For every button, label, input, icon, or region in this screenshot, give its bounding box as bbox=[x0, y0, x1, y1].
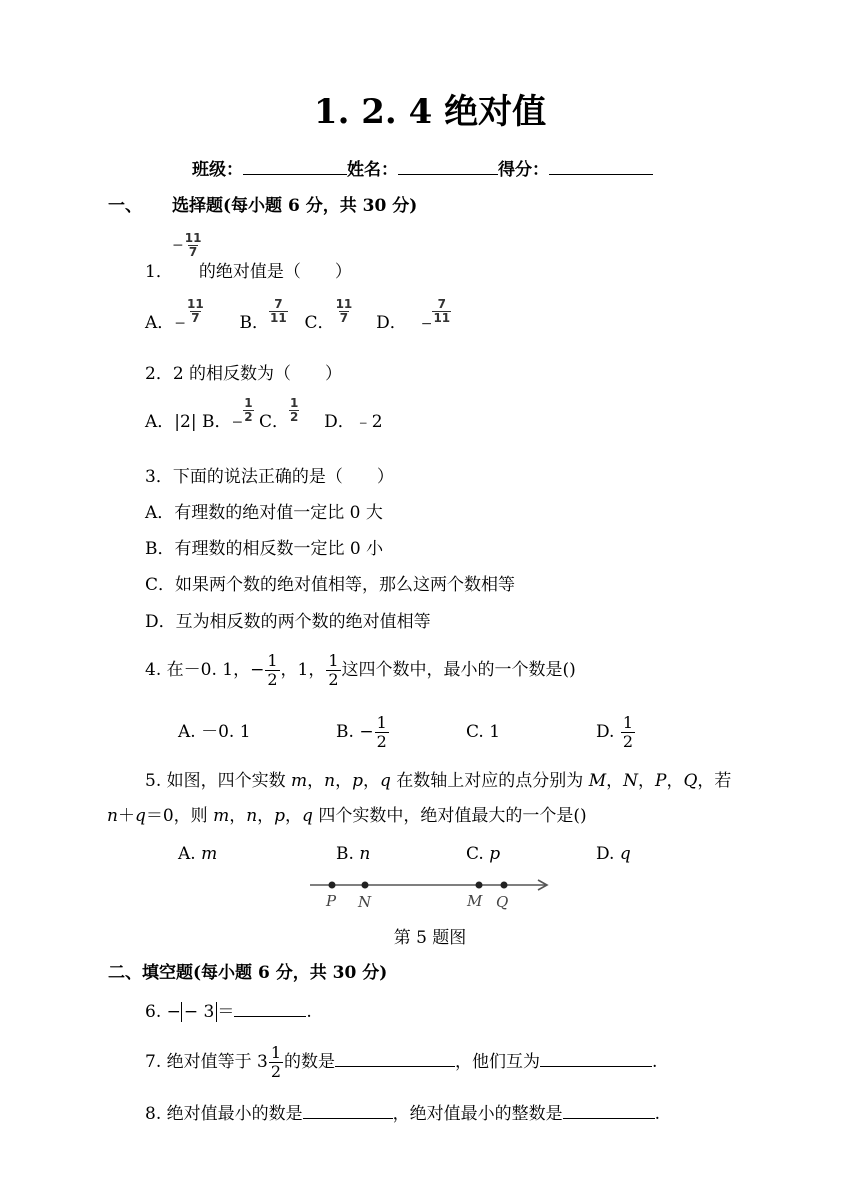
q3-option-d[interactable]: D．互为相反数的两个数的绝对值相等 bbox=[145, 612, 431, 632]
q7-answer-blank-2[interactable] bbox=[540, 1050, 652, 1067]
q5-option-b[interactable]: B. n bbox=[336, 844, 371, 864]
question-7: 7. 绝对值等于 3 $\frac{1}{2}$ 的数是 ，他们互为 . bbox=[145, 1043, 658, 1081]
figure-caption: 第 5 题图 bbox=[393, 928, 467, 948]
q3-option-c[interactable]: C．如果两个数的绝对值相等，那么这两个数相等 bbox=[145, 575, 516, 595]
q1-options bbox=[145, 297, 451, 342]
q4-option-c[interactable]: C. 1 bbox=[466, 722, 501, 742]
label-p: P bbox=[326, 892, 337, 910]
question-6: 6. − − 3 ＝ . bbox=[145, 1002, 312, 1022]
q5-option-c[interactable]: C. p bbox=[466, 844, 501, 864]
q1-expression: − $\frac{11}{7}$ bbox=[172, 231, 202, 259]
page-title: 1. 2. 4 绝对值 bbox=[313, 92, 547, 132]
label-n: N bbox=[358, 893, 372, 911]
q4-option-d[interactable]: D. $\frac{1}{2}$ bbox=[596, 713, 634, 751]
q4-option-a[interactable]: A. －0. 1 bbox=[178, 722, 251, 742]
q8-answer-blank-2[interactable] bbox=[563, 1102, 655, 1119]
q7-answer-blank-1[interactable] bbox=[335, 1050, 455, 1067]
q3-option-b[interactable]: B．有理数的相反数一定比 0 小 bbox=[145, 539, 384, 559]
student-info-line bbox=[192, 158, 653, 181]
question-4: 4. 在－0. 1，− $\frac{1}{2}$ ，1， $\frac{1}{2}$ 这四个数中，最小的一个数是() bbox=[145, 651, 576, 689]
label-q: Q bbox=[496, 893, 509, 911]
point-q bbox=[501, 882, 508, 889]
q3-option-a[interactable]: A．有理数的绝对值一定比 0 大 bbox=[145, 503, 383, 523]
q1-option-a[interactable]: A．− $\frac{11}{7}$ bbox=[145, 297, 204, 333]
score-blank[interactable] bbox=[549, 158, 653, 175]
point-n bbox=[362, 882, 369, 889]
q4-option-b[interactable]: B. − $\frac{1}{2}$ bbox=[336, 713, 387, 751]
class-label: 班级： bbox=[192, 160, 243, 180]
q5-option-a[interactable]: A. m bbox=[178, 844, 218, 864]
section-2-heading: 二、填空题(每小题 6 分，共 30 分) bbox=[108, 963, 388, 983]
name-blank[interactable] bbox=[398, 158, 498, 175]
q2-option-a[interactable]: A．|2| bbox=[145, 412, 197, 432]
q5-option-d[interactable]: D. q bbox=[596, 844, 631, 864]
q2-options bbox=[145, 396, 383, 441]
q2-option-d[interactable]: D．﹣2 bbox=[324, 412, 383, 432]
class-blank[interactable] bbox=[243, 158, 347, 175]
point-m bbox=[476, 882, 483, 889]
question-5-line-1: 5. 如图，四个实数 m，n，p，q 在数轴上对应的点分别为 M，N，P，Q，若 bbox=[145, 771, 732, 791]
q8-answer-blank-1[interactable] bbox=[303, 1102, 393, 1119]
section-1-number: 一、 bbox=[108, 196, 142, 216]
q2-option-c[interactable]: C． $\frac{1}{2}$ bbox=[258, 396, 299, 432]
q1-option-b[interactable]: B． $\frac{7}{11}$ bbox=[239, 297, 287, 333]
score-label: 得分： bbox=[498, 160, 549, 180]
number-line-figure bbox=[308, 874, 558, 914]
question-5-line-2: n＋q＝0，则 m，n，p，q 四个实数中，绝对值最大的一个是() bbox=[107, 806, 587, 826]
point-p bbox=[329, 882, 336, 889]
question-2: 2．2 的相反数为（ ） bbox=[145, 364, 343, 384]
q6-answer-blank[interactable] bbox=[234, 1000, 306, 1017]
section-1-heading: 选择题(每小题 6 分，共 30 分) bbox=[172, 196, 418, 216]
label-m: M bbox=[467, 892, 483, 910]
q2-option-b[interactable]: B．− $\frac{1}{2}$ bbox=[201, 396, 253, 432]
name-label: 姓名： bbox=[347, 160, 398, 180]
question-8: 8. 绝对值最小的数是 ，绝对值最小的整数是 . bbox=[145, 1104, 661, 1124]
question-1: 1． 的绝对值是（ ） bbox=[145, 262, 352, 282]
q1-option-d[interactable]: D． − $\frac{7}{11}$ bbox=[376, 297, 451, 333]
q1-option-c[interactable]: C． $\frac{11}{7}$ bbox=[304, 297, 353, 333]
question-3: 3．下面的说法正确的是（ ） bbox=[145, 467, 394, 487]
